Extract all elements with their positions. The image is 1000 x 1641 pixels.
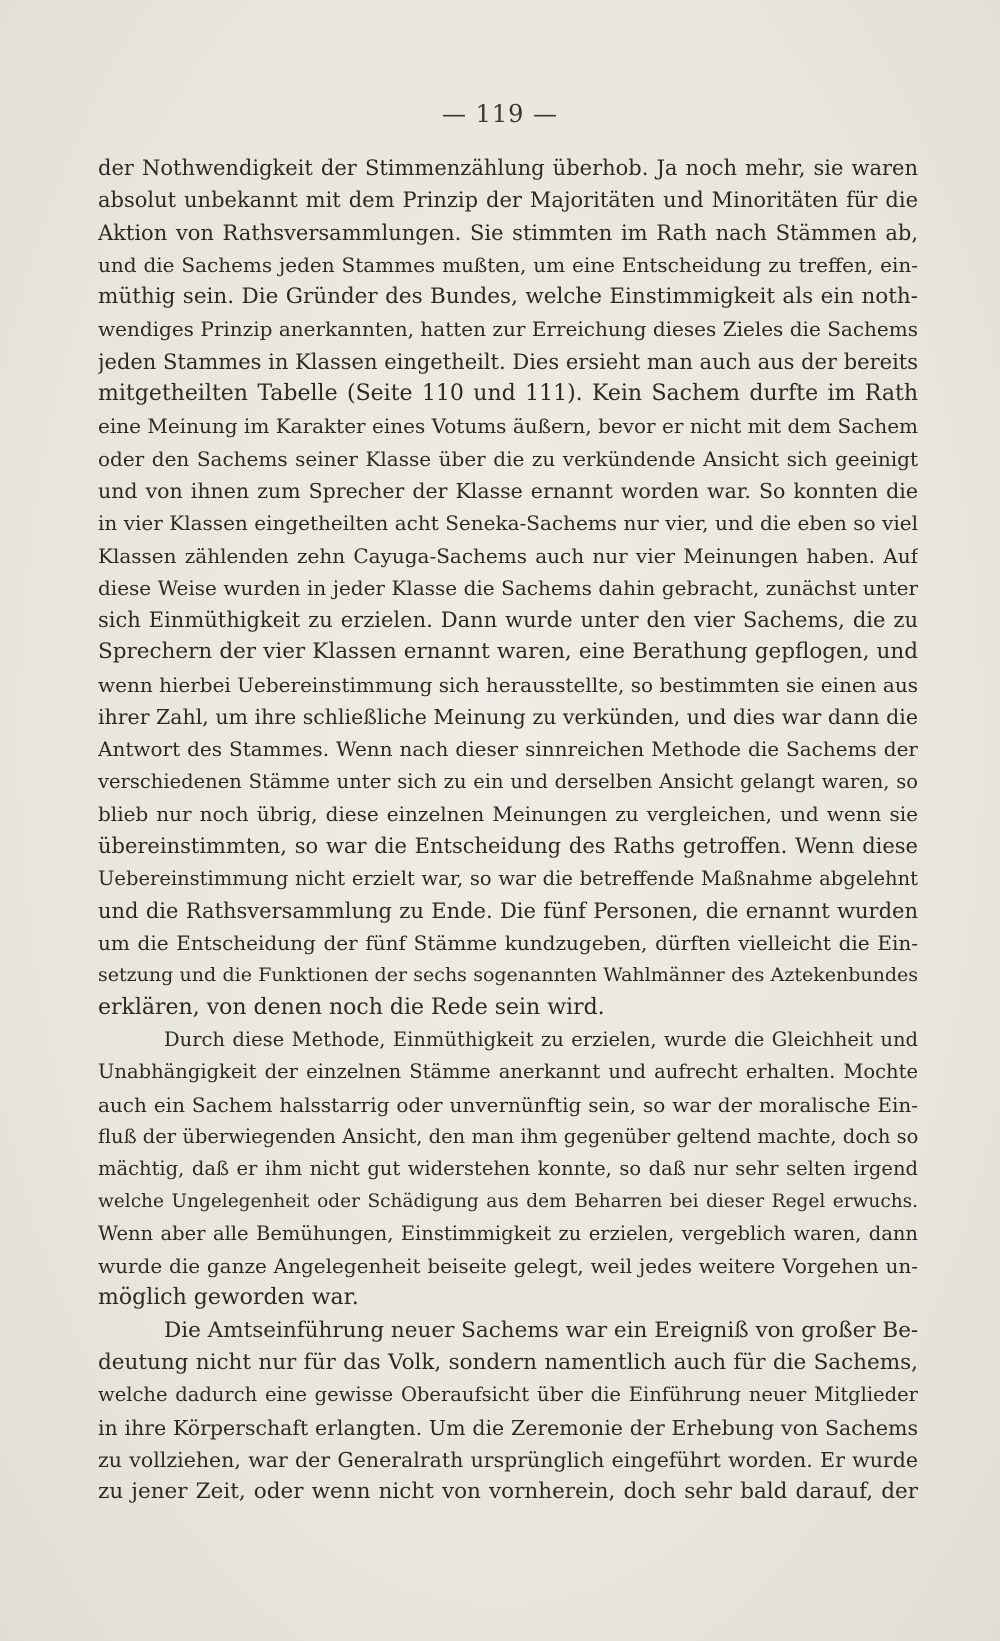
text-line: blieb nur noch übrig, diese einzelnen Meinungen zu vergleichen, und wenn sie: [98, 801, 918, 826]
text-line: deutung nicht nur für das Volk, sondern namentlich auch für die Sachems,: [98, 1349, 918, 1375]
text-line: verschiedenen Stämme unter sich zu ein und derselben Ansicht gelangt waren, so: [98, 769, 918, 793]
text-line: erklären, von denen noch die Rede sein wird.: [98, 994, 605, 1020]
text-line: Aktion von Rathsversammlungen. Sie stimmten im Rath nach Stämmen ab,: [98, 220, 918, 245]
text-line: mächtig, daß er ihm nicht gut widerstehen konnte, so daß nur sehr selten irgend: [98, 1157, 918, 1181]
text-line: müthig sein. Die Gründer des Bundes, welche Einstimmigkeit als ein noth-: [98, 284, 918, 310]
text-line: Antwort des Stammes. Wenn nach dieser sinnreichen Methode die Sachems der: [98, 737, 918, 762]
text-line: diese Weise wurden in jeder Klasse die Sachems dahin gebracht, zunächst unter: [98, 575, 918, 600]
text-line: möglich geworden war.: [98, 1285, 359, 1311]
text-line: und die Sachems jeden Stammes mußten, um eine Entscheidung zu treffen, ein-: [98, 252, 918, 277]
text-line: ihrer Zahl, um ihre schließliche Meinung zu verkünden, und dies war dann die: [98, 705, 918, 730]
text-line: und die Rathsversammlung zu Ende. Die fünf Personen, die ernannt wurden: [98, 898, 918, 923]
text-line: um die Entscheidung der fünf Stämme kundzugeben, dürften vielleicht die Ein-: [98, 931, 918, 956]
body-text: [98, 152, 918, 1508]
text-line: welche Ungelegenheit oder Schädigung aus dem Beharren bei dieser Regel erwuchs.: [98, 1190, 918, 1212]
text-line: Durch diese Methode, Einmüthigkeit zu erzielen, wurde die Gleichheit und: [164, 1028, 918, 1052]
text-line: Sprechern der vier Klassen ernannt waren, eine Berathung gepflogen, und: [98, 639, 918, 665]
text-line: welche dadurch eine gewisse Oberaufsicht über die Einführung neuer Mitglieder: [98, 1383, 918, 1407]
text-line: und von ihnen zum Sprecher der Klasse ernannt worden war. So konnten die: [98, 478, 918, 503]
text-line: zu vollziehen, war der Generalrath ursprünglich eingeführt worden. Er wurde: [98, 1447, 918, 1472]
text-line: Klassen zählenden zehn Cayuga-Sachems auch nur vier Meinungen haben. Auf: [98, 543, 918, 568]
text-line: fluß der überwiegenden Ansicht, den man ihm gegenüber geltend machte, doch so: [98, 1124, 918, 1148]
text-line: mitgetheilten Tabelle (Seite 110 und 111). Kein Sachem durfte im Rath: [98, 381, 918, 407]
text-line: Uebereinstimmung nicht erzielt war, so war die betreffende Maßnahme abgelehnt: [98, 866, 918, 890]
text-line: eine Meinung im Karakter eines Votums äußern, bevor er nicht mit dem Sachem: [98, 414, 918, 439]
text-line: absolut unbekannt mit dem Prinzip der Majoritäten und Minoritäten für die: [98, 188, 918, 213]
text-line: der Nothwendigkeit der Stimmenzählung überhob. Ja noch mehr, sie waren: [98, 156, 918, 180]
text-line: Wenn aber alle Bemühungen, Einstimmigkeit zu erzielen, vergeblich waren, dann: [98, 1221, 918, 1245]
text-line: Unabhängigkeit der einzelnen Stämme anerkannt und aufrecht erhalten. Mochte: [98, 1060, 918, 1084]
text-line: auch ein Sachem halsstarrig oder unvernünftig sein, so war der moralische Ein-: [98, 1092, 918, 1117]
text-line: wenn hierbei Uebereinstimmung sich herausstellte, so bestimmten sie einen aus: [98, 672, 918, 697]
text-line: übereinstimmten, so war die Entscheidung des Raths getroffen. Wenn diese: [98, 834, 918, 859]
text-line: wurde die ganze Angelegenheit beiseite gelegt, weil jedes weitere Vorgehen un-: [98, 1254, 918, 1279]
text-line: oder den Sachems seiner Klasse über die zu verkündende Ansicht sich geeinigt: [98, 446, 918, 471]
text-line: in ihre Körperschaft erlangten. Um die Zeremonie der Erhebung von Sachems: [98, 1415, 918, 1440]
text-line: sich Einmüthigkeit zu erzielen. Dann wurde unter den vier Sachems, die zu: [98, 608, 918, 633]
text-line: Die Amtseinführung neuer Sachems war ein Ereigniß von großer Be-: [164, 1317, 918, 1343]
text-line: jeden Stammes in Klassen eingetheilt. Dies ersieht man auch aus der bereits: [98, 349, 918, 374]
text-line: wendiges Prinzip anerkannten, hatten zur Erreichung dieses Zieles die Sachems: [98, 317, 918, 342]
text-line: setzung und die Funktionen der sechs sogenannten Wahlmänner des Aztekenbundes: [98, 964, 918, 987]
text-line: zu jener Zeit, oder wenn nicht von vornherein, doch sehr bald darauf, der: [98, 1479, 918, 1505]
text-line: in vier Klassen eingetheilten acht Seneka-Sachems nur vier, und die eben so viel: [98, 511, 918, 536]
page-number: — 119 —: [441, 100, 559, 128]
